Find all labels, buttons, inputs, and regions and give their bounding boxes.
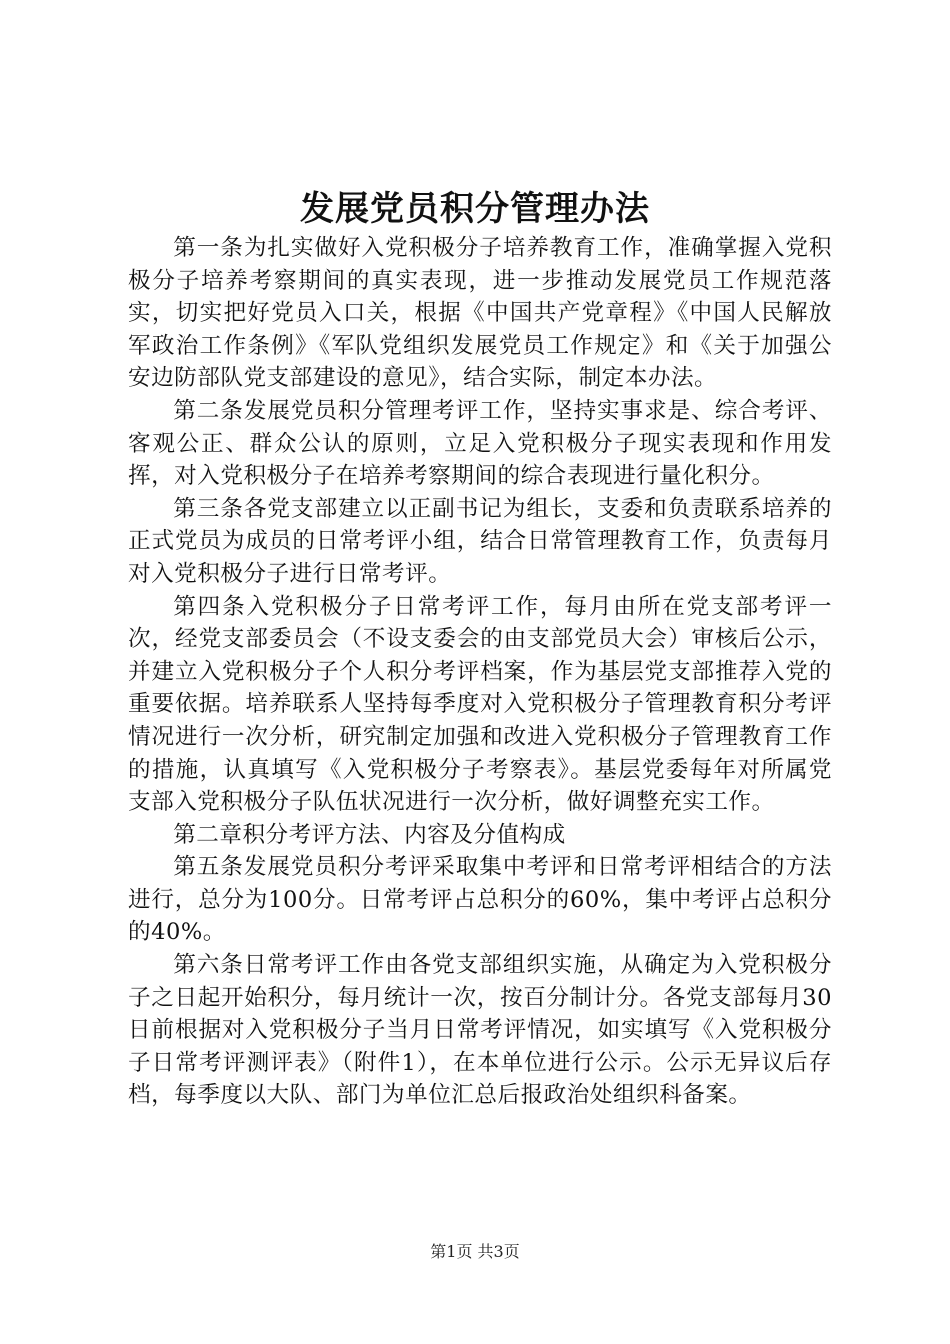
article-2-paragraph: 第二条发展党员积分管理考评工作，坚持实事求是、综合考评、客观公正、群众公认的原则，立足入党积极分子现实表现和作用发挥，对入党积极分子在培养考察期间的综合表现进行量化积分。 <box>128 397 832 490</box>
chapter-2-heading: 第二章积分考评方法、内容及分值构成 <box>173 821 566 848</box>
document-body <box>128 232 832 1112</box>
article-3-paragraph: 第三条各党支部建立以正副书记为组长，支委和负责联系培养的正式党员为成员的日常考评小组，结合日常管理教育工作，负责每月对入党积极分子进行日常考评。 <box>128 495 832 587</box>
article-4-paragraph: 第四条入党积极分子日常考评工作，每月由所在党支部考评一次，经党支部委员会（不设支委会的由支部党员大会）审核后公示，并建立入党积极分子个人积分考评档案，作为基层党支部推荐入党的重要依据。培养联系人坚持每季度对入党积极分子管理教育积分考评情况进行一次分析，研究制定加强和改进入党积极分子管理教育工作的措施，认真填写《入党积极分子考察表》。基层党委每年对所属党支部入党积极分子队伍状况进行一次分析，做好调整充实工作。 <box>128 593 832 816</box>
document-title: 发展党员积分管理办法 <box>300 189 650 229</box>
article-6-paragraph: 第六条日常考评工作由各党支部组织实施，从确定为入党积极分子之日起开始积分，每月统计一次，按百分制计分。各党支部每月30日前根据对入党积极分子当月日常考评情况，如实填写《入党积极分子日常考评测评表》（附件1），在本单位进行公示。公示无异议后存档，每季度以大队、部门为单位汇总后报政治处组织科备案。 <box>128 952 832 1109</box>
article-5-paragraph: 第五条发展党员积分考评采取集中考评和日常考评相结合的方法进行，总分为100分。日常考评占总积分的60%，集中考评占总积分的40%。 <box>128 854 832 946</box>
page-number-footer: 第1页 共3页 <box>430 1242 520 1261</box>
article-1-paragraph: 第一条为扎实做好入党积极分子培养教育工作，准确掌握入党积极分子培养考察期间的真实表现，进一步推动发展党员工作规范落实，切实把好党员入口关，根据《中国共产党章程》《中国人民解放军政治工作条例》《军队党组织发展党员工作规定》和《关于加强公安边防部队党支部建设的意见》，结合实际，制定本办法。 <box>128 235 832 392</box>
